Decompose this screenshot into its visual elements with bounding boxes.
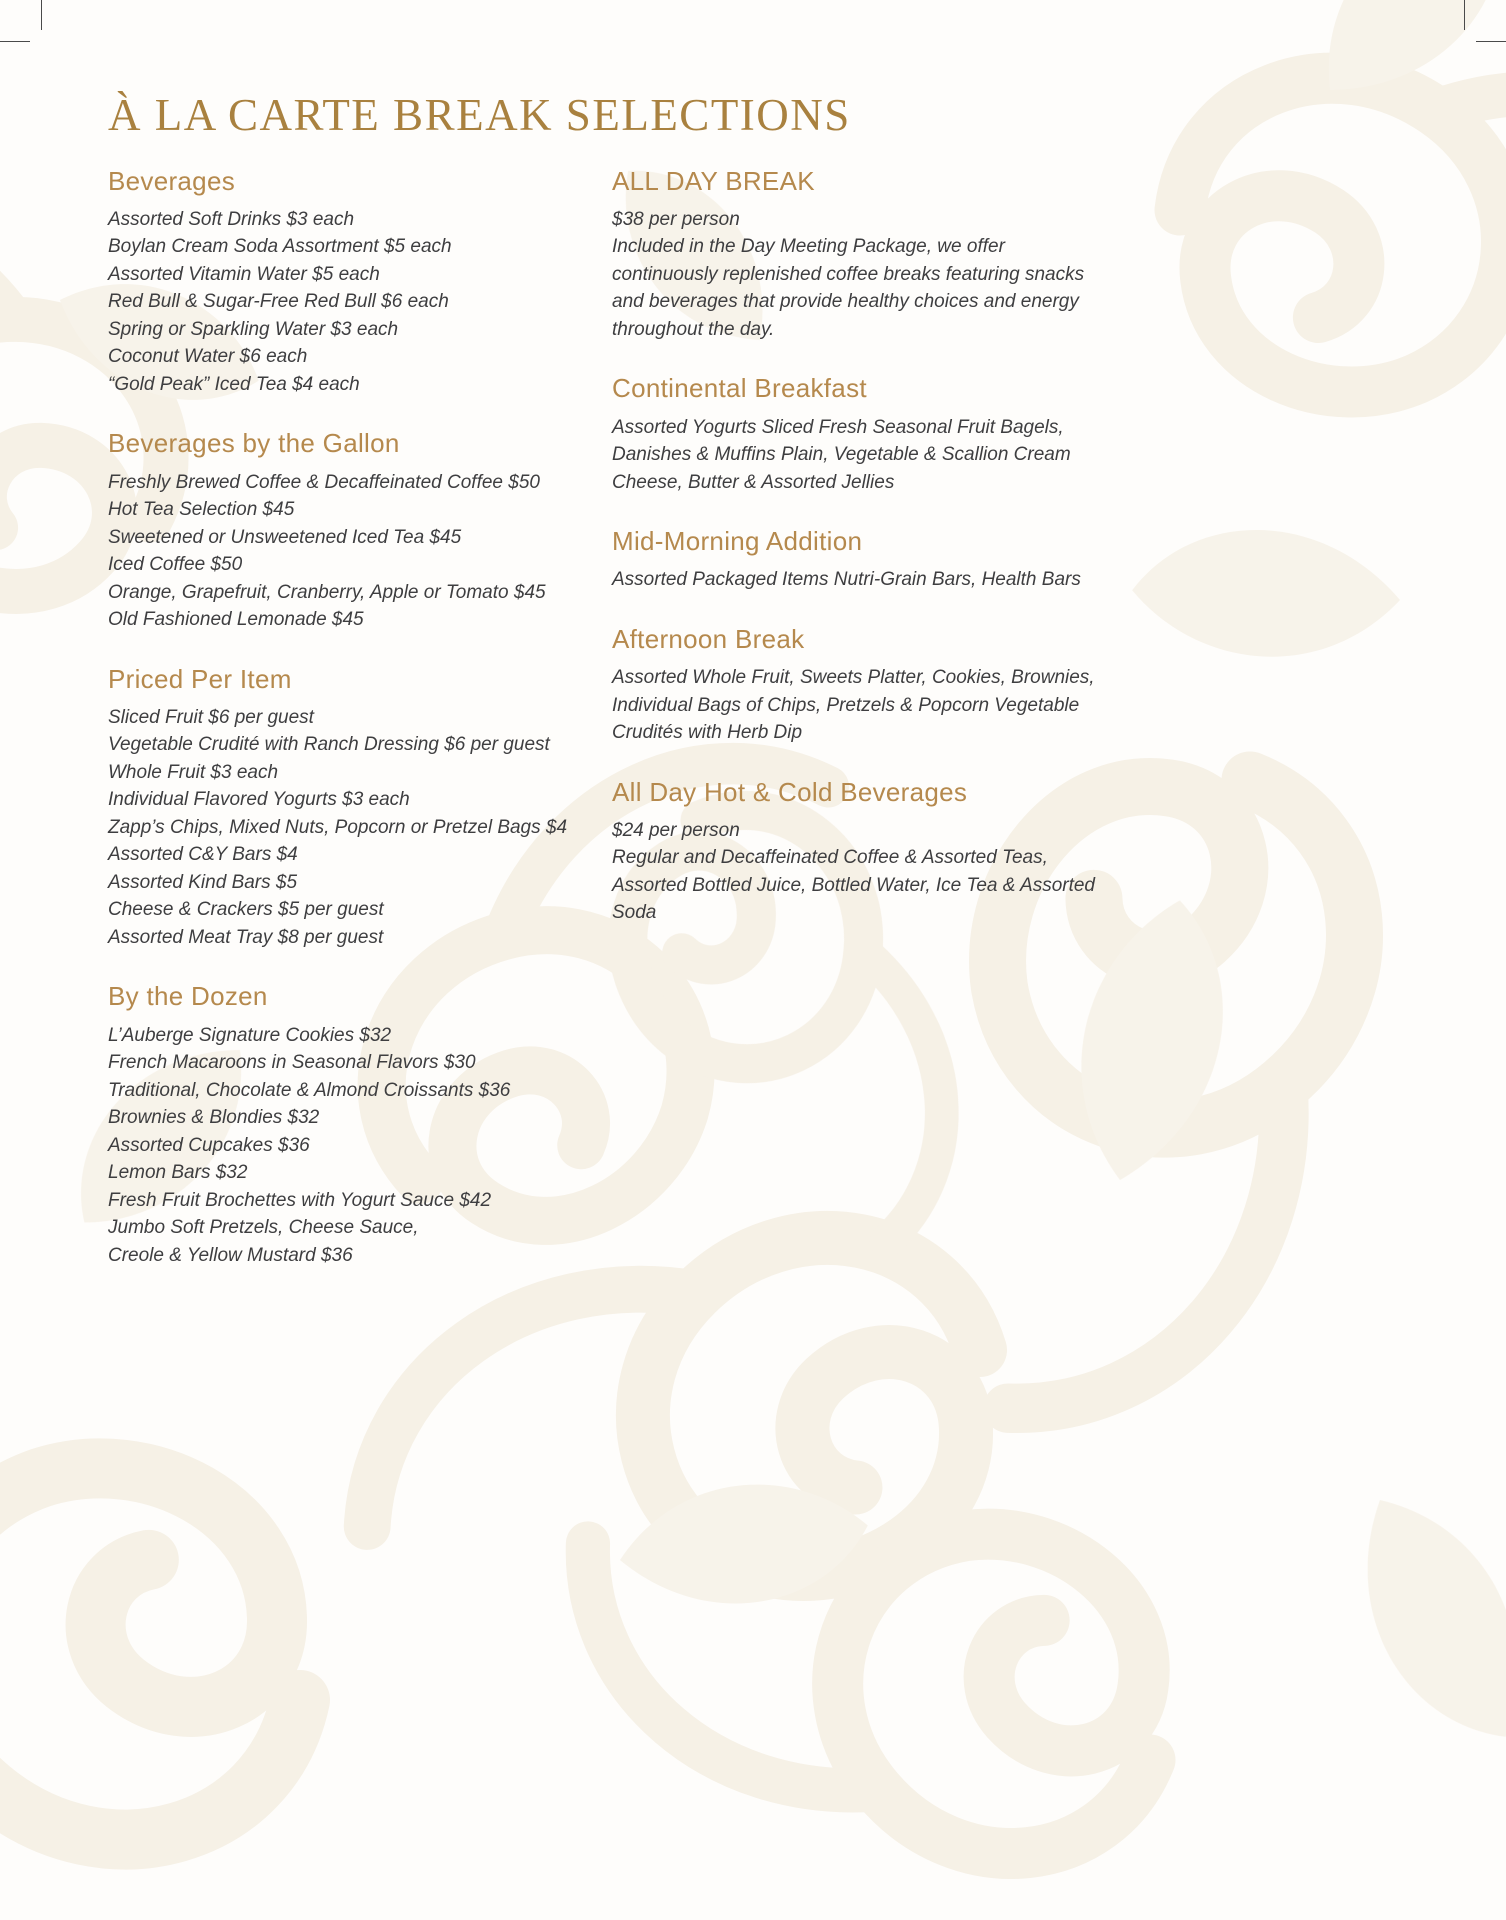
menu-section bbox=[612, 526, 1110, 594]
menu-item: Assorted Kind Bars $5 bbox=[108, 871, 298, 893]
menu-columns bbox=[108, 166, 1408, 1299]
menu-section bbox=[612, 166, 1110, 344]
menu-item: Assorted Vitamin Water $5 each bbox=[108, 263, 380, 285]
menu-section bbox=[108, 664, 612, 952]
menu-section bbox=[612, 373, 1110, 496]
menu-item: “Gold Peak” Iced Tea $4 each bbox=[108, 373, 360, 395]
page-title: À LA CARTE BREAK SELECTIONS bbox=[108, 90, 851, 140]
menu-item: Jumbo Soft Pretzels, Cheese Sauce, bbox=[108, 1217, 419, 1238]
menu-item: French Macaroons in Seasonal Flavors $30 bbox=[108, 1052, 476, 1073]
menu-item: Assorted Meat Tray $8 per guest bbox=[108, 926, 384, 948]
menu-item: Zapp’s Chips, Mixed Nuts, Popcorn or Pretzel Bags $4 bbox=[108, 816, 568, 838]
menu-section bbox=[612, 624, 1110, 747]
section-heading: Beverages bbox=[108, 165, 235, 196]
menu-item: Boylan Cream Soda Assortment $5 each bbox=[108, 236, 452, 258]
crop-mark-top-right-vertical bbox=[1464, 0, 1465, 30]
menu-item: Assorted Yogurts Sliced Fresh Seasonal Fruit Bagels, Danishes & Muffins Plain, Vegetable & Scallion Cream Cheese, Butter & Assorted Jellies bbox=[612, 416, 1071, 493]
crop-mark-top-left-vertical bbox=[41, 0, 42, 30]
left-column bbox=[108, 166, 612, 1299]
section-heading: All Day Hot & Cold Beverages bbox=[612, 776, 968, 807]
menu-item: Vegetable Crudité with Ranch Dressing $6 per guest bbox=[108, 734, 550, 756]
menu-item: Creole & Yellow Mustard $36 bbox=[108, 1244, 353, 1266]
crop-mark-top-left-horizontal bbox=[0, 41, 30, 42]
menu-item: Assorted Cupcakes $36 bbox=[108, 1134, 310, 1156]
menu-item: Old Fashioned Lemonade $45 bbox=[108, 609, 364, 631]
section-heading: Continental Breakfast bbox=[612, 373, 867, 404]
menu-content bbox=[108, 90, 1408, 1299]
menu-section bbox=[612, 777, 1110, 927]
menu-item: Orange, Grapefruit, Cranberry, Apple or Tomato $45 bbox=[108, 581, 546, 603]
menu-item: $38 per person bbox=[612, 208, 740, 230]
menu-item: Spring or Sparkling Water $3 each bbox=[108, 318, 399, 340]
menu-item: Fresh Fruit Brochettes with Yogurt Sauce $42 bbox=[108, 1189, 492, 1211]
menu-item: Assorted Whole Fruit, Sweets Platter, Cookies, Brownies, Individual Bags of Chips, Pretzels & Popcorn Vegetable Crudités with Herb Dip bbox=[612, 667, 1095, 743]
menu-item: Coconut Water $6 each bbox=[108, 346, 308, 368]
menu-section bbox=[108, 166, 612, 399]
menu-item: Regular and Decaffeinated Coffee & Assorted Teas, Assorted Bottled Juice, Bottled Water, Ice Tea & Assorted Soda bbox=[612, 847, 1095, 924]
menu-item: $24 per person bbox=[612, 819, 740, 841]
menu-item: Lemon Bars $32 bbox=[108, 1162, 248, 1183]
menu-item: L’Auberge Signature Cookies $32 bbox=[108, 1024, 392, 1046]
menu-item: Whole Fruit $3 each bbox=[108, 761, 279, 783]
crop-mark-top-right-horizontal bbox=[1476, 41, 1506, 42]
menu-item: Traditional, Chocolate & Almond Croissants $36 bbox=[108, 1079, 511, 1101]
menu-item: Assorted C&Y Bars $4 bbox=[108, 844, 298, 866]
menu-section bbox=[108, 981, 612, 1269]
menu-item: Brownies & Blondies $32 bbox=[108, 1107, 320, 1128]
menu-item: Assorted Packaged Items Nutri-Grain Bars, Health Bars bbox=[612, 569, 1081, 591]
section-heading: Afternoon Break bbox=[612, 623, 805, 654]
section-heading: Beverages by the Gallon bbox=[108, 428, 400, 459]
menu-item: Red Bull & Sugar-Free Red Bull $6 each bbox=[108, 291, 449, 313]
menu-item: Included in the Day Meeting Package, we offer continuously replenished coffee breaks featuring snacks and beverages that provide healthy choices and energy throughout the day. bbox=[612, 236, 1085, 340]
menu-item: Freshly Brewed Coffee & Decaffeinated Coffee $50 bbox=[108, 471, 540, 493]
menu-item: Hot Tea Selection $45 bbox=[108, 499, 295, 521]
menu-item: Sweetened or Unsweetened Iced Tea $45 bbox=[108, 526, 462, 548]
menu-item: Iced Coffee $50 bbox=[108, 554, 243, 576]
section-heading: ALL DAY BREAK bbox=[612, 165, 815, 196]
section-heading: Mid-Morning Addition bbox=[612, 526, 863, 557]
section-heading: By the Dozen bbox=[108, 981, 268, 1012]
menu-item: Sliced Fruit $6 per guest bbox=[108, 706, 314, 728]
menu-section bbox=[108, 428, 612, 633]
menu-item: Cheese & Crackers $5 per guest bbox=[108, 899, 384, 921]
section-heading: Priced Per Item bbox=[108, 663, 292, 694]
menu-item: Assorted Soft Drinks $3 each bbox=[108, 208, 355, 230]
right-column bbox=[612, 166, 1110, 1299]
menu-item: Individual Flavored Yogurts $3 each bbox=[108, 789, 410, 811]
